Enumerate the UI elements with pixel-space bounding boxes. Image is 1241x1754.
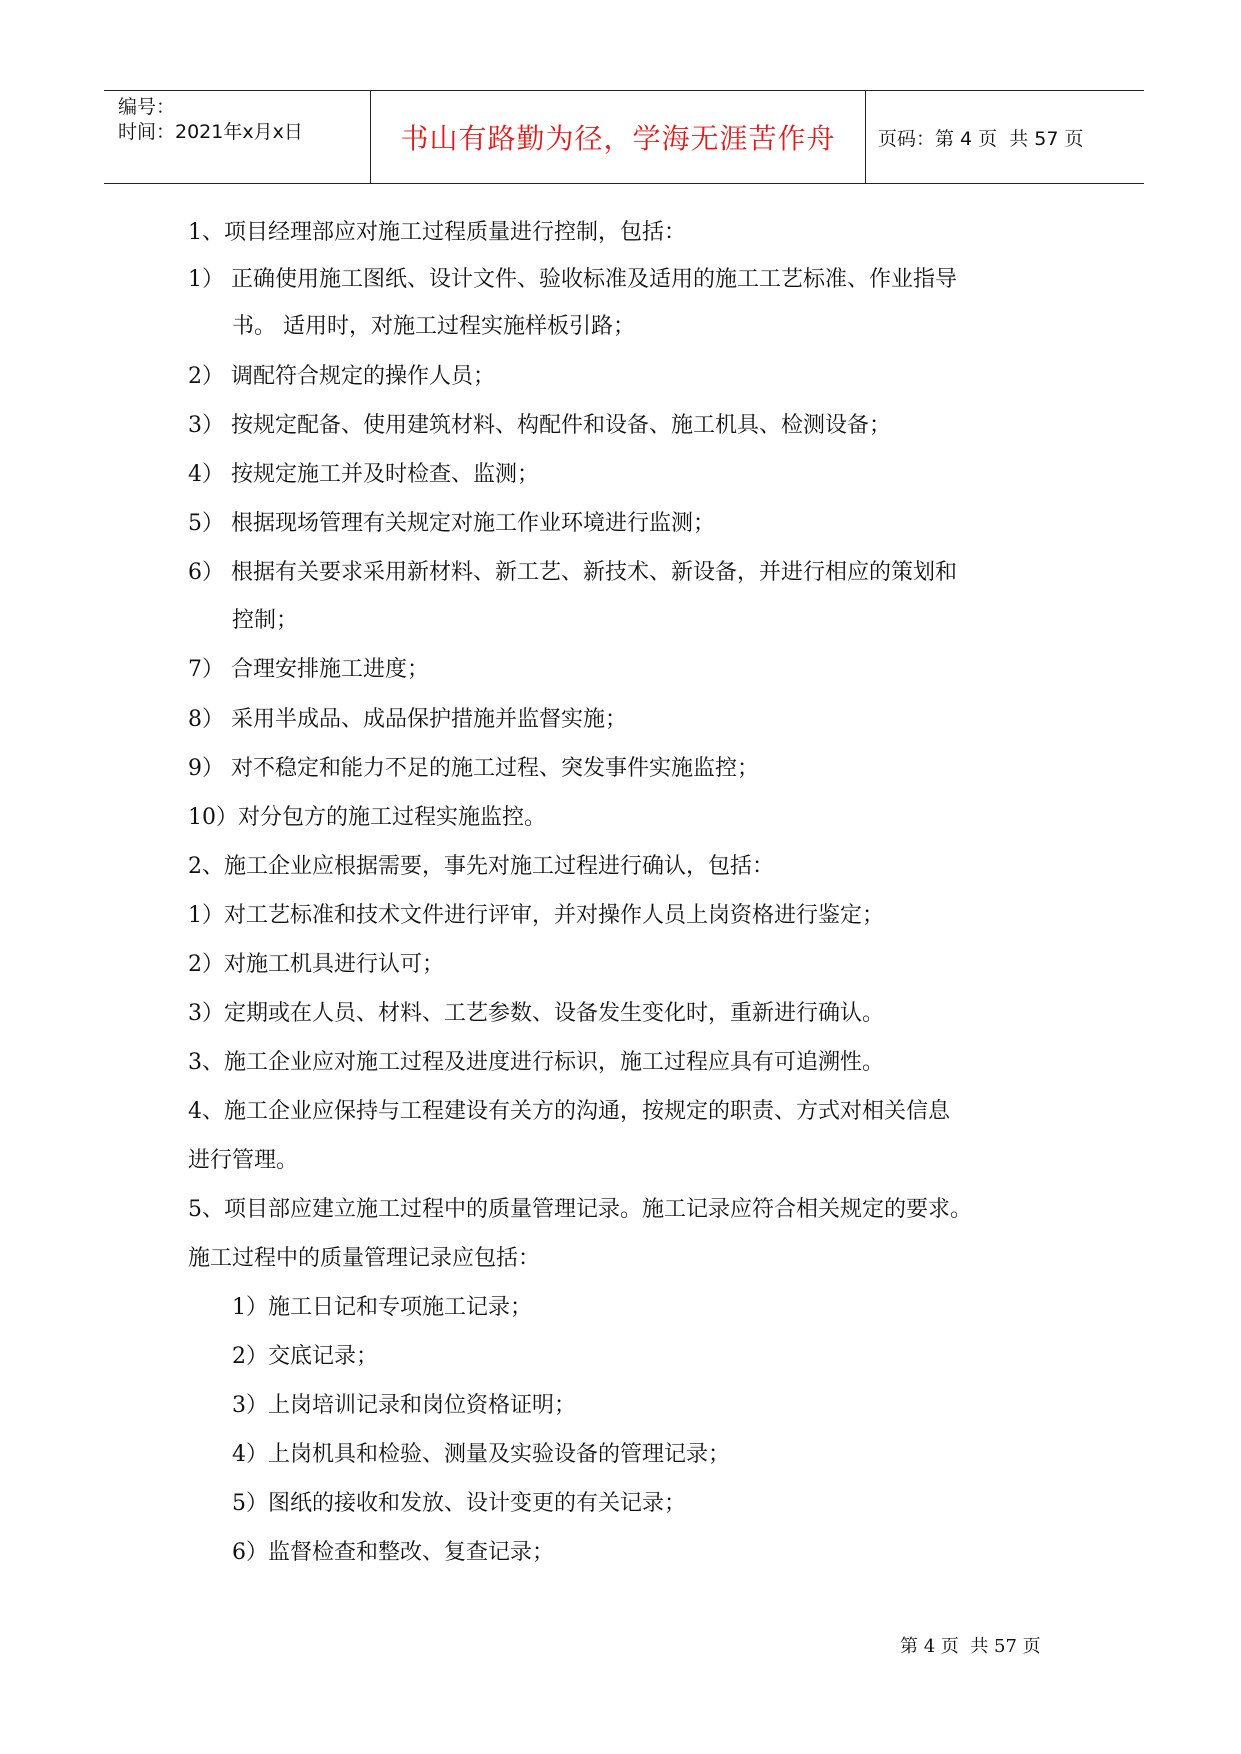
body-line: 1、项目经理部应对施工过程质量进行控制，包括： <box>188 220 686 245</box>
body-line: 2、施工企业应根据需要，事先对施工过程进行确认，包括： <box>188 854 774 879</box>
header-page-info <box>864 91 1158 183</box>
body-line: 3）上岗培训记录和岗位资格证明； <box>232 1393 576 1418</box>
body-line: 5）图纸的接收和发放、设计变更的有关记录； <box>232 1491 686 1516</box>
body-line: 控制； <box>232 608 299 633</box>
body-line: 4） 按规定施工并及时检查、监测； <box>188 462 539 487</box>
page-info-text: 页码：第 4 页 共 57 页 <box>878 127 1084 150</box>
body-line: 9） 对不稳定和能力不足的施工过程、突发事件实施监控； <box>188 756 759 781</box>
body-line: 7） 合理安排施工进度； <box>188 657 429 682</box>
body-line: 书。 适用时，对施工过程实施样板引路； <box>232 314 635 339</box>
body-line: 3、施工企业应对施工过程及进度进行标识，施工过程应具有可追溯性。 <box>188 1050 884 1075</box>
document-number-label: 编号： <box>118 96 176 118</box>
body-line: 8） 采用半成品、成品保护措施并监督实施； <box>188 707 627 732</box>
body-line: 2）交底记录； <box>232 1344 378 1369</box>
body-line: 5、项目部应建立施工过程中的质量管理记录。施工记录应符合相关规定的要求。 <box>188 1197 972 1222</box>
body-line: 6） 根据有关要求采用新材料、新工艺、新技术、新设备，并进行相应的策划和 <box>188 560 957 585</box>
body-line: 5） 根据现场管理有关规定对施工作业环境进行监测； <box>188 511 715 536</box>
page-header <box>104 90 1144 184</box>
page-footer: 第 4 页 共 57 页 <box>900 1636 1041 1657</box>
body-line: 2） 调配符合规定的操作人员； <box>188 364 495 389</box>
body-line: 施工过程中的质量管理记录应包括： <box>188 1246 541 1271</box>
body-line: 进行管理。 <box>188 1148 299 1173</box>
body-line: 10）对分包方的施工过程实施监控。 <box>188 805 546 830</box>
header-meta <box>118 91 370 187</box>
body-line: 1）对工艺标准和技术文件进行评审，并对操作人员上岗资格进行鉴定； <box>188 903 884 928</box>
body-line: 3）定期或在人员、材料、工艺参数、设备发生变化时，重新进行确认。 <box>188 1001 884 1026</box>
header-motto: 书山有路勤为径，学海无涯苦作舟 <box>370 91 866 183</box>
body-line: 1）施工日记和专项施工记录； <box>232 1295 532 1320</box>
body-line: 1） 正确使用施工图纸、设计文件、验收标准及适用的施工工艺标准、作业指导 <box>188 267 957 292</box>
body-line: 4、施工企业应保持与工程建设有关方的沟通，按规定的职责、方式对相关信息 <box>188 1099 950 1124</box>
body-line: 6）监督检查和整改、复查记录； <box>232 1540 554 1565</box>
body-line: 3） 按规定配备、使用建筑材料、构配件和设备、施工机具、检测设备； <box>188 413 891 438</box>
body-line: 4）上岗机具和检验、测量及实验设备的管理记录； <box>232 1442 730 1467</box>
document-date: 时间：2021年x月x日 <box>118 121 303 143</box>
body-line: 2）对施工机具进行认可； <box>188 952 444 977</box>
